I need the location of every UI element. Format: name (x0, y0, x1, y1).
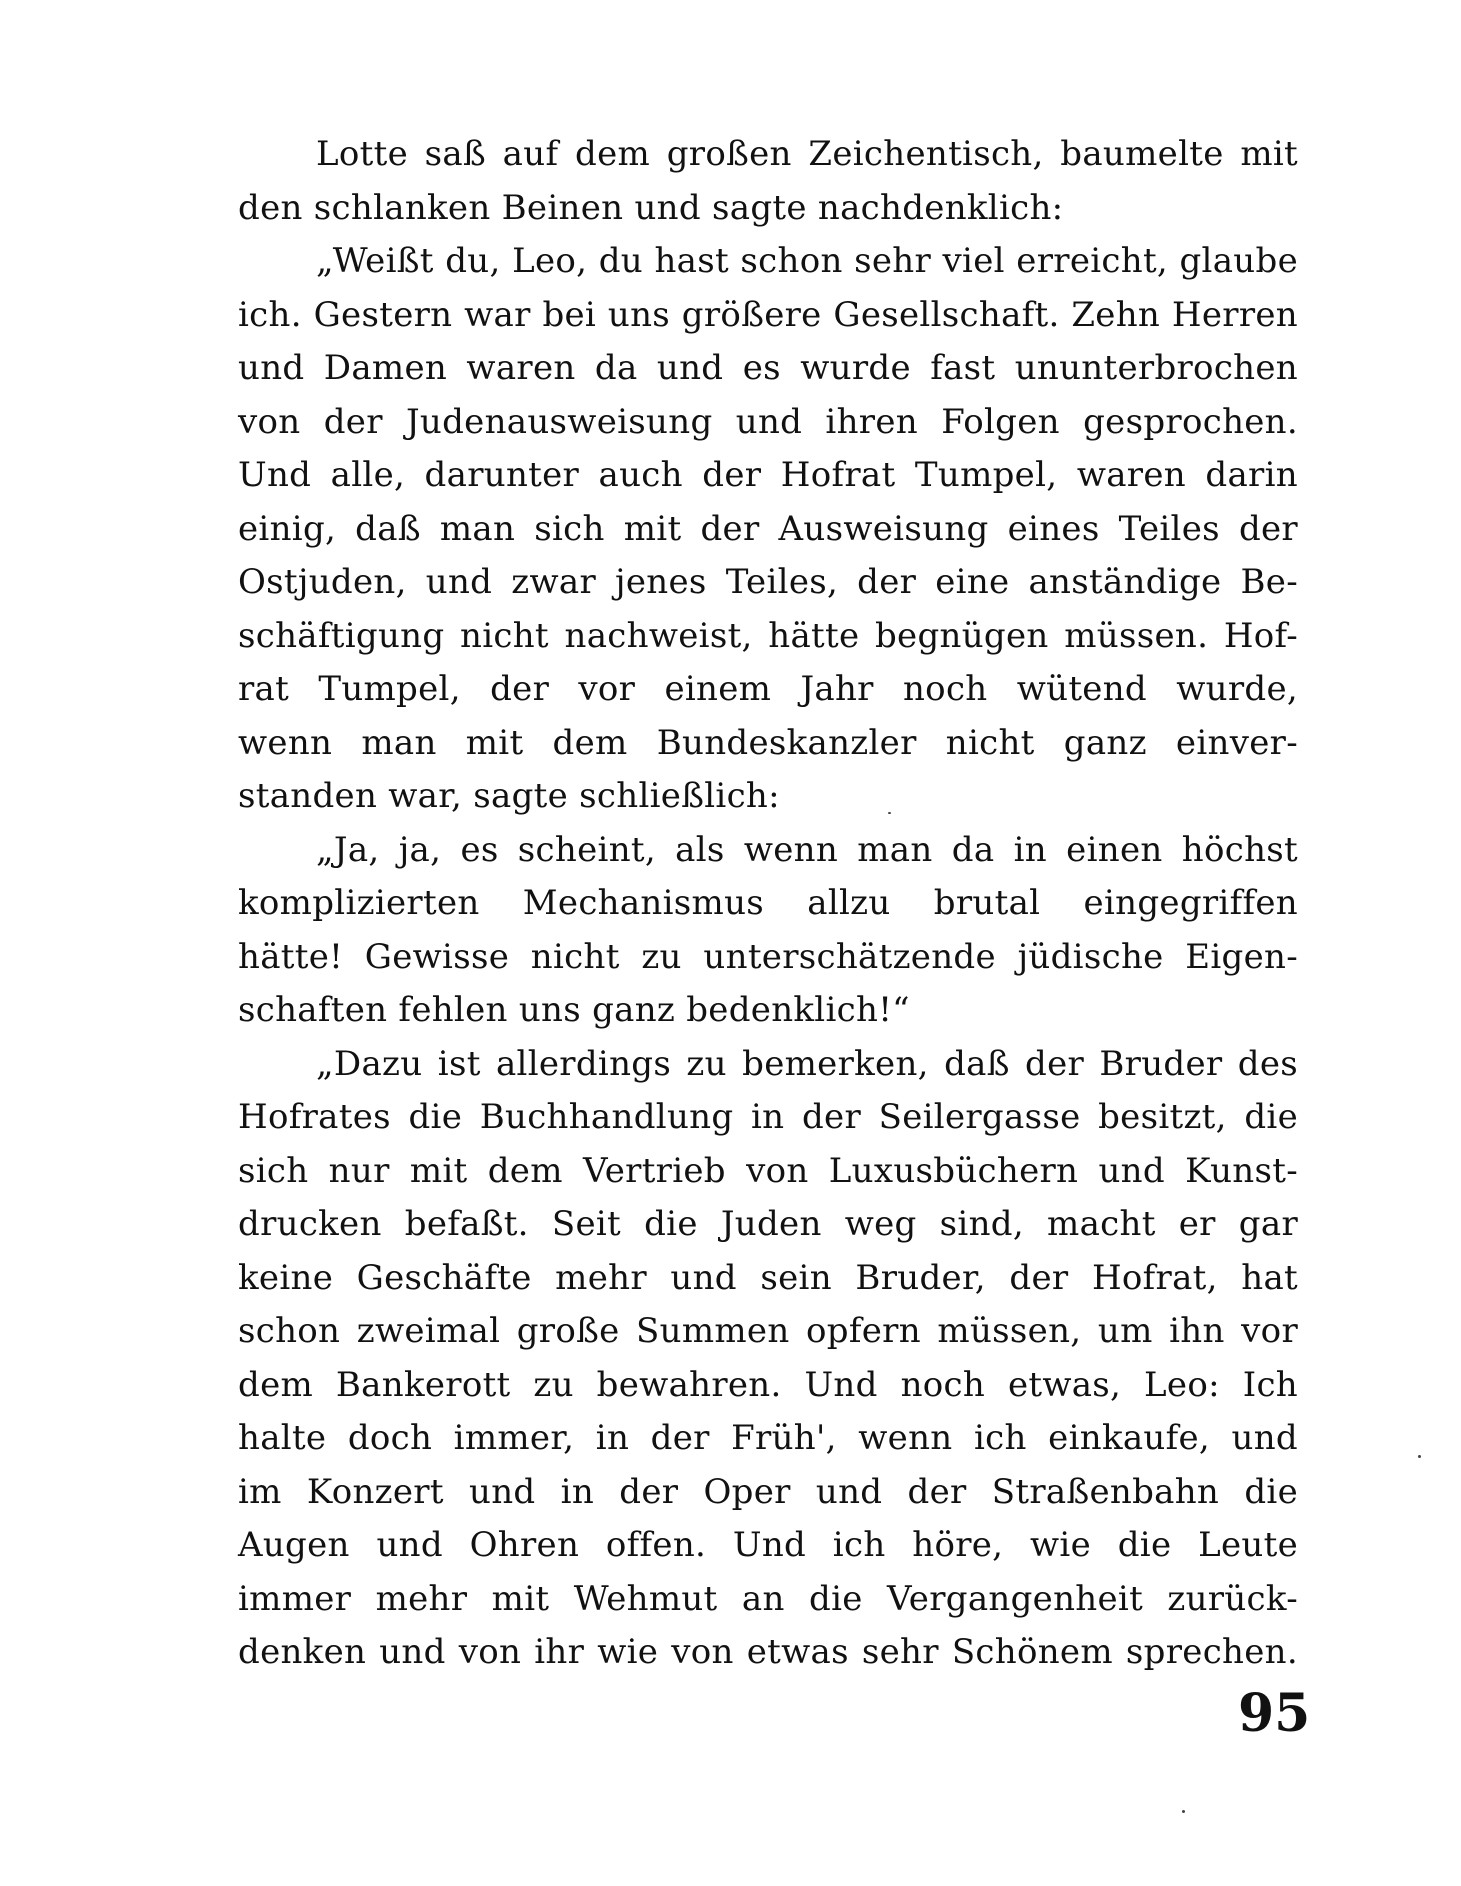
text-line: drucken befaßt. Seit die Juden weg sind, macht er gar (238, 1204, 1298, 1244)
scan-speck (1182, 1810, 1185, 1813)
text-line: ich. Gestern war bei uns größere Gesellschaft. Zehn Herren (238, 294, 1298, 335)
text-line: komplizierten Mechanismus allzu brutal eingegriffen (238, 883, 1298, 923)
text-line: und Damen waren da und es wurde fast ununterbrochen (238, 348, 1298, 388)
text-line: immer mehr mit Wehmut an die Vergangenheit zurück- (238, 1578, 1298, 1619)
text-line: rat Tumpel, der vor einem Jahr noch wütend wurde, (238, 669, 1298, 709)
text-line: dem Bankerott zu bewahren. Und noch etwas, Leo: Ich (238, 1364, 1298, 1405)
text-line: von der Judenausweisung und ihren Folgen gesprochen. (238, 401, 1298, 442)
text-line: Hofrates die Buchhandlung in der Seilergasse besitzt, die (238, 1097, 1298, 1137)
scan-speck (1418, 1455, 1421, 1458)
body-text (238, 128, 1298, 1680)
text-line: im Konzert und in der Oper und der Straßenbahn die (238, 1471, 1298, 1512)
text-line: schaften fehlen uns ganz bedenklich!“ (238, 990, 910, 1030)
text-line: denken und von ihr wie von etwas sehr Schönem sprechen. (238, 1632, 1298, 1672)
text-line: Augen und Ohren offen. Und ich höre, wie die Leute (238, 1525, 1298, 1565)
text-line: Und alle, darunter auch der Hofrat Tumpel, waren darin (238, 455, 1298, 495)
text-line: den schlanken Beinen und sagte nachdenklich: (238, 187, 1064, 228)
text-line: „Ja, ja, es scheint, als wenn man da in einen höchst (316, 829, 1298, 870)
text-line: Lotte saß auf dem großen Zeichentisch, baumelte mit (316, 134, 1298, 174)
text-line: „Dazu ist allerdings zu bemerken, daß der Bruder des (316, 1043, 1298, 1084)
text-line: wenn man mit dem Bundeskanzler nicht ganz einver- (238, 722, 1298, 763)
text-line: hätte! Gewisse nicht zu unterschätzende jüdische Eigen- (238, 936, 1298, 977)
text-line: standen war, sagte schließlich: (238, 776, 780, 816)
text-line: „Weißt du, Leo, du hast schon sehr viel erreicht, glaube (316, 241, 1298, 281)
scan-speck (888, 812, 891, 814)
text-line: keine Geschäfte mehr und sein Bruder, der Hofrat, hat (238, 1257, 1298, 1298)
text-line: Ostjuden, und zwar jenes Teiles, der eine anständige Be- (238, 562, 1298, 602)
text-line: schäftigung nicht nachweist, hätte begnügen müssen. Hof- (238, 615, 1298, 656)
text-line: sich nur mit dem Vertrieb von Luxusbüchern und Kunst- (238, 1150, 1298, 1191)
text-line: schon zweimal große Summen opfern müssen, um ihn vor (238, 1311, 1298, 1351)
page-number: 95 (1238, 1683, 1311, 1744)
text-line: halte doch immer, in der Früh', wenn ich einkaufe, und (238, 1418, 1298, 1458)
text-line: einig, daß man sich mit der Ausweisung eines Teiles der (238, 508, 1298, 549)
